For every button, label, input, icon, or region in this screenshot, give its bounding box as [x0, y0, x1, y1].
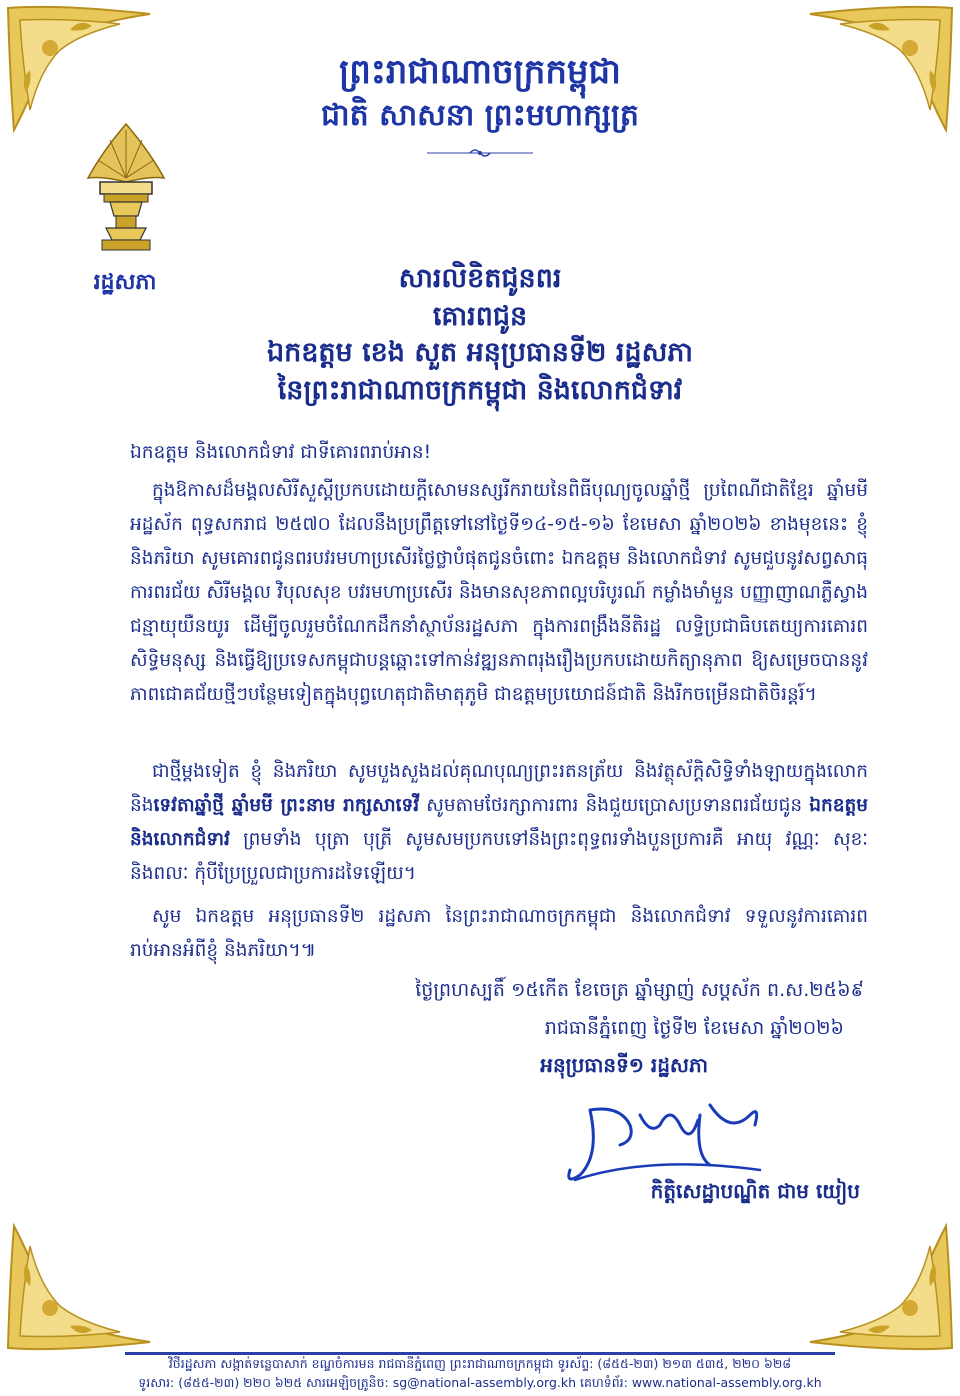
divider-ornament: [425, 146, 535, 160]
new-year-deity: ទេវតាឆ្នាំថ្មី ឆ្នាំមមី ព្រះនាម រាក្សសាទេវី: [153, 795, 420, 816]
corner-ornament-bottom-right: [790, 1216, 960, 1356]
signer-name: កិត្តិសេដ្ឋាបណ្ឌិត ជាម យៀប: [650, 1179, 860, 1203]
national-motto: ជាតិ សាសនា ព្រះមហាក្សត្រ: [321, 98, 639, 133]
letter-title: សារលិខិតជូនពរ: [398, 263, 562, 294]
addressee-bold: ឯកឧត្តម និងលោកជំទាវ: [130, 795, 869, 850]
paragraph-1: ក្នុងឱកាសដ៏មង្គលសិរីសួស្តីប្រកបដោយក្តីសោមនស្សរីករាយនៃពិធីបុណ្យចូលឆ្នាំថ្មី ប្រពៃណីជាតិខ្មែរ ឆ្នាំមមី អដ្ឋស័ក ពុទ្ធសករាជ ២៥៧០ ដែលនឹងប្រព្រឹត្តទៅនៅថ្ងៃទី១៤-១៥-១៦ ខែមេសា ឆ្នាំ២០២៦ ខាងមុខនេះ ខ្ញុំ និងភរិយា សូមគោរពជូនពរបវរមហាប្រសើរថ្លៃថ្លាបំផុតជូនចំពោះ ឯកឧត្តម និងលោកជំទាវ សូមជួបនូវសព្វសាធុការពរជ័យ សិរីមង្គល វិបុលសុខ បវរមហាប្រសើរ និងមានសុខភាពល្អបរិបូរណ៍ កម្លាំងមាំមួន បញ្ញាញាណភ្លឺស្វាង ជន្មាយុយឺនយូរ ដើម្បីចូលរួមចំណែកដឹកនាំស្ថាប័នរដ្ឋសភា ក្នុងការពង្រឹងនីតិរដ្ឋ លទ្ធិប្រជាធិបតេយ្យការគោរពសិទ្ធិមនុស្ស និងធ្វើឱ្យប្រទេសកម្ពុជាបន្តឆ្ពោះទៅកាន់វឌ្ឍនភាពរុងរឿងប្រកបដោយកិត្យានុភាព ឱ្យសម្រេចបាននូវភាពជោគជ័យថ្មីៗបន្ថែមទៀតក្នុងបុព្វហេតុជាតិមាតុភូមិ ជាឧត្តមប្រយោជន៍ជាតិ និងរីកចម្រើនជាតិចិរន្តរ៍។: [130, 480, 868, 705]
date-solar: រាជធានីភ្នំពេញ ថ្ងៃទី២ ខែមេសា ឆ្នាំ២០២៦: [544, 1017, 844, 1039]
kingdom-title: ព្រះរាជាណាចក្រកម្ពុជា: [339, 52, 621, 92]
addressee-name: ឯកឧត្តម ខេង សួត អនុប្រធានទី២ រដ្ឋសភា: [267, 337, 693, 368]
corner-ornament-bottom-left: [0, 1216, 170, 1356]
greeting: ឯកឧត្តម និងលោកជំទាវ ជាទីគោរពរាប់អាន!: [130, 442, 432, 463]
signer-title: អនុប្រធានទី១ រដ្ឋសភា: [540, 1053, 708, 1077]
national-assembly-emblem: [80, 122, 172, 260]
addressee-prefix: គោរពជូន: [432, 301, 528, 332]
paragraph-2-text-a: ជាថ្មីម្តងទៀត ខ្ញុំ និងភរិយា សូមបួងសួងដល់គុណបុណ្យព្រះរតនត្រ័យ និងវត្ថុស័ក្តិសិទ្ធិទាំងឡាយក្នុងលោក និង: [130, 761, 868, 816]
date-lunar: ថ្ងៃព្រហស្បតិ៍ ១៥កើត ខែចេត្រ ឆ្នាំម្សាញ់ សប្តស័ក ព.ស.២៥៦៩: [415, 979, 864, 1001]
paragraph-2-text-c: ព្រមទាំង បុត្រា បុត្រី សូមសមប្រកបទៅនឹងព្រះពុទ្ធពរទាំងបួនប្រការគឺ អាយុ វណ្ណៈ សុខៈ និងពលៈ កុំបីប្រែប្រួលជាប្រការដទៃឡើយ។: [130, 829, 868, 884]
paragraph-2: [130, 755, 868, 891]
handwritten-signature: [560, 1085, 780, 1190]
footer-divider: [125, 1352, 835, 1355]
footer-contact: ទូរសារ: (៨៥៥-២៣) ២២០ ៦២៥ សារអេឡិចត្រូនិច: sg@national-assembly.org.kh គេហទំព័រ: www.national-assembly.org.kh: [138, 1375, 822, 1390]
addressee-institution: នៃព្រះរាជាណាចក្រកម្ពុជា និងលោកជំទាវ: [277, 375, 683, 406]
footer-address: វិថីរដ្ឋសភា សង្កាត់ទន្លេបាសាក់ ខណ្ឌចំការមន រាជធានីភ្នំពេញ ព្រះរាជាណាចក្រកម្ពុជា ទូរស័ព្ទ: (៨៥៥-២៣) ២១៣ ៥៣៥, ២២០ ៦២៨: [168, 1356, 792, 1371]
paragraph-3: សូម ឯកឧត្តម អនុប្រធានទី២ រដ្ឋសភា នៃព្រះរាជាណាចក្រកម្ពុជា និងលោកជំទាវ ទទួលនូវការគោរពរាប់អានអំពីខ្ញុំ និងភរិយា។៕: [130, 906, 868, 961]
paragraph-2-text-b: សូមតាមថែរក្សាការពារ និងជួយប្រោសប្រទានពរជ័យជូន: [419, 795, 810, 816]
emblem-label: រដ្ឋសភា: [93, 270, 157, 295]
